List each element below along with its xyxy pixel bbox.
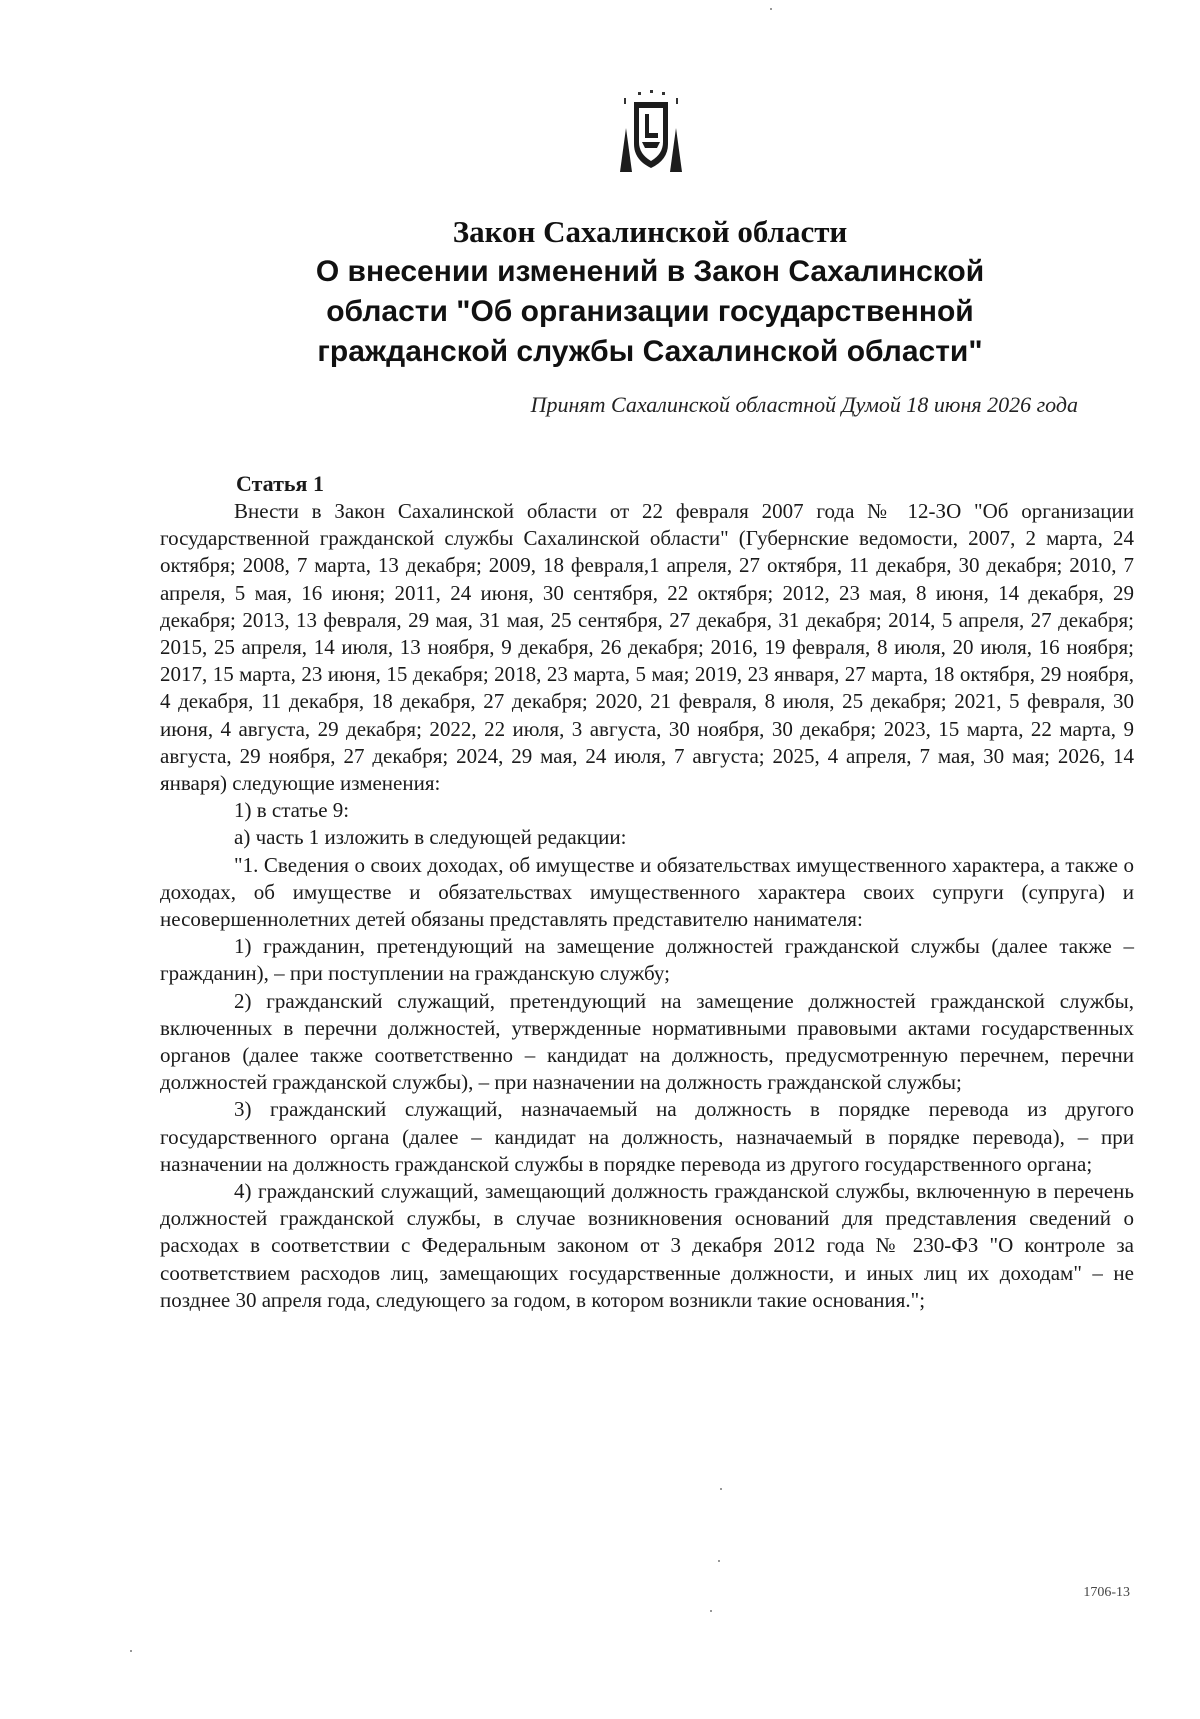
article-intro: Внести в Закон Сахалинской области от 22 февраля 2007 года № 12-ЗО "Об организации государственной гражданской службы Сахалинской области" (Губернские ведомости, 2007, 2 марта, 24 октября; 2008, 7 марта, 13 декабря; 2009, 18 февраля,1 апреля, 27 октября, 11 декабря, 30 декабря; 2010, 7 апреля, 5 мая, 16 июня; 2011, 24 июня, 30 сентября, 22 октября; 2012, 23 мая, 8 июня, 14 декабря, 29 декабря; 2013, 13 февраля, 29 мая, 31 мая, 25 сентября, 27 декабря, 31 декабря; 2014, 5 апреля, 27 декабря; 2015, 25 апреля, 14 июля, 13 ноября, 9 декабря, 26 декабря; 2016, 19 февраля, 8 июля, 20 июля, 16 ноября; 2017, 15 марта, 23 июня, 15 декабря; 2018, 23 марта, 5 мая; 2019, 23 января, 27 марта, 18 октября, 29 ноября, 4 декабря, 11 декабря, 18 декабря, 27 декабря; 2020, 21 февраля, 8 июля, 25 декабря; 2021, 5 февраля, 30 июня, 4 августа, 29 декабря; 2022, 22 июля, 3 августа, 30 ноября, 30 декабря; 2023, 15 марта, 22 марта, 9 августа, 29 ноября, 27 декабря; 2024, 29 мая, 24 июля, 7 августа; 2025, 4 апреля, 7 мая, 30 мая; 2026, 14 января) следующие изменения: <box>160 499 1134 796</box>
title-line-4: гражданской службы Сахалинской области" <box>317 335 983 368</box>
point-2: 2) гражданский служащий, претендующий на замещение должностей гражданской службы, включенных в перечни должностей, утвержденные нормативными правовыми актами государственных органов (далее также соответственно – кандидат на должность, предусмотренную перечнем, перечни должностей гражданской службы), – при назначении на должность гражданской службы; <box>160 988 1134 1095</box>
scan-speck <box>720 1488 722 1490</box>
point-1: 1) гражданин, претендующий на замещение должностей гражданской службы (далее также – гражданин), – при поступлении на гражданскую службу; <box>160 934 1134 986</box>
document-code: 1706-13 <box>1083 1585 1130 1600</box>
quote-intro: "1. Сведения о своих доходах, об имуществе и обязательствах имущественного характера, а также о доходах, об имуществе и обязательствах имущественного характера своих супруги (супруга) и несовершеннолетних детей обязаны представлять представителю нанимателя: <box>160 852 1134 932</box>
point-3: 3) гражданский служащий, назначаемый на должность в порядке перевода из другого государственного органа (далее – кандидат на должность, назначаемый в порядке перевода), – при назначении на должность гражданской службы в порядке перевода из другого государственного органа; <box>160 1097 1134 1176</box>
article-heading: Статья 1 <box>236 471 324 496</box>
scan-speck <box>710 1610 712 1612</box>
scan-speck <box>718 1560 720 1562</box>
adoption-note: Принят Сахалинской областной Думой 18 июня 2026 года <box>530 392 1078 417</box>
coat-of-arms-icon <box>612 88 690 178</box>
title-line-1: Закон Сахалинской области <box>452 214 848 249</box>
scan-speck <box>130 1650 132 1652</box>
law-title <box>200 212 1100 372</box>
item-1a: а) часть 1 изложить в следующей редакции: <box>234 825 627 850</box>
title-line-3: области "Об организации государственной <box>326 295 974 328</box>
title-line-2: О внесении изменений в Закон Сахалинской <box>315 255 985 288</box>
scan-speck <box>770 8 772 10</box>
point-4: 4) гражданский служащий, замещающий должность гражданской службы, включенную в перечень должностей гражданской службы, в случае возникновения оснований для представления сведений о расходах в соответствии с Федеральным законом от 3 декабря 2012 года № 230-ФЗ "О контроле за соответствием расходов лиц, замещающих государственные должности, и иных лиц их доходам" – не позднее 30 апреля года, следующего за годом, в котором возникли такие основания."; <box>160 1179 1134 1312</box>
item-1: 1) в статье 9: <box>234 798 350 823</box>
document-body <box>160 470 1134 1314</box>
